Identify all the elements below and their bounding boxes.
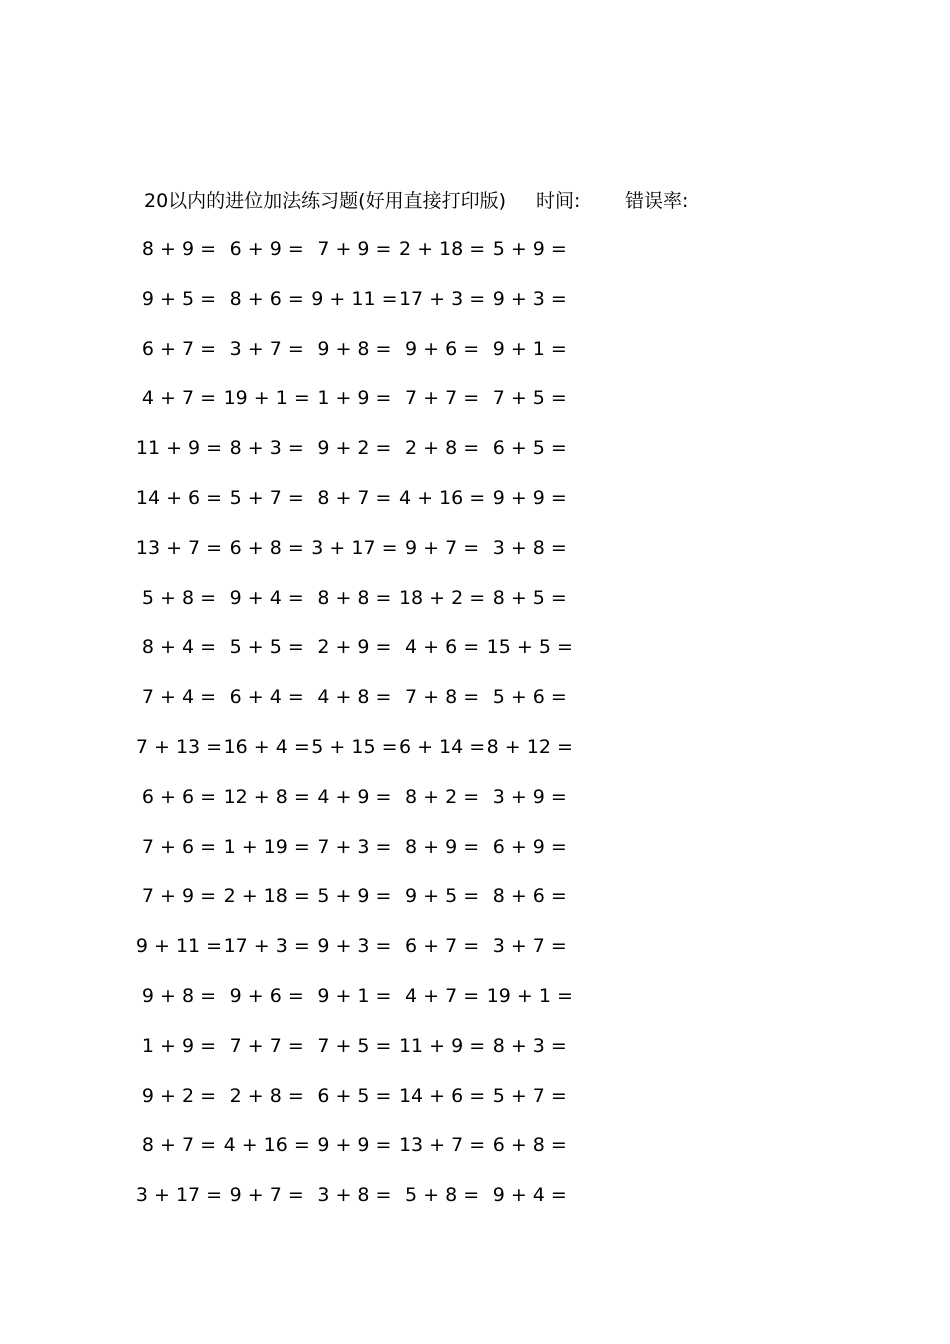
addition-problem: 8 + 5 = <box>492 586 567 609</box>
addition-problem: 9 + 9 = <box>317 1134 392 1157</box>
addition-problem: 3 + 8 = <box>317 1184 392 1207</box>
addition-problem: 13 + 7 = <box>135 536 223 559</box>
addition-problem: 14 + 6 = <box>135 487 223 509</box>
addition-problem: 6 + 8 = <box>229 536 304 559</box>
addition-problem: 5 + 8 = <box>405 1184 480 1207</box>
addition-problem: 2 + 18 = <box>398 238 486 260</box>
addition-problem: 6 + 7 = <box>405 935 480 958</box>
addition-problem: 8 + 8 = <box>317 586 392 609</box>
addition-problem: 6 + 9 = <box>492 835 567 858</box>
addition-problem: 6 + 7 = <box>141 337 217 360</box>
addition-problem: 9 + 7 = <box>229 1184 304 1207</box>
addition-problem: 9 + 9 = <box>492 487 567 509</box>
problem-row <box>141 981 644 1011</box>
problem-row <box>141 583 644 613</box>
problem-row <box>141 1130 644 1160</box>
addition-problem: 3 + 7 = <box>229 337 304 360</box>
addition-problem: 4 + 6 = <box>405 636 480 659</box>
addition-problem: 8 + 3 = <box>229 437 304 460</box>
problem-row <box>141 1031 644 1061</box>
addition-problem: 9 + 2 = <box>317 437 392 460</box>
addition-problem: 17 + 3 = <box>223 935 310 958</box>
addition-problem: 8 + 6 = <box>229 287 304 310</box>
addition-problem: 6 + 5 = <box>492 437 567 460</box>
problem-row <box>141 284 644 314</box>
addition-problem: 6 + 9 = <box>229 238 304 260</box>
problem-row <box>141 782 644 812</box>
addition-problem: 5 + 7 = <box>229 487 304 509</box>
addition-problem: 5 + 5 = <box>229 636 304 659</box>
time-label: 时间: <box>536 190 581 212</box>
worksheet-title: 20以内的进位加法练习题(好用直接打印版) <box>144 190 507 212</box>
addition-problem: 11 + 9 = <box>398 1034 486 1057</box>
addition-problem: 9 + 8 = <box>141 985 217 1007</box>
addition-problem: 9 + 3 = <box>317 935 392 958</box>
addition-problem: 12 + 8 = <box>223 785 310 808</box>
addition-problem: 2 + 8 = <box>405 437 480 460</box>
problem-row <box>135 433 644 463</box>
addition-problem: 4 + 9 = <box>317 785 392 808</box>
addition-problem: 19 + 1 = <box>486 985 573 1007</box>
addition-problem: 8 + 7 = <box>141 1134 217 1157</box>
addition-problem: 6 + 6 = <box>141 785 217 808</box>
addition-problem: 8 + 9 = <box>405 835 480 858</box>
addition-problem: 9 + 1 = <box>317 985 392 1007</box>
error-rate-label: 错误率: <box>625 190 689 212</box>
addition-problem: 8 + 9 = <box>141 238 217 260</box>
addition-problem: 19 + 1 = <box>223 387 310 410</box>
problem-row <box>141 682 644 712</box>
problem-row <box>141 334 644 364</box>
addition-problem: 1 + 9 = <box>317 387 392 410</box>
addition-problem: 7 + 13 = <box>135 736 223 758</box>
addition-problem: 9 + 2 = <box>141 1084 217 1107</box>
addition-problem: 8 + 6 = <box>492 885 567 908</box>
problem-row <box>141 383 644 413</box>
addition-problem: 6 + 14 = <box>398 736 486 758</box>
problem-row <box>135 931 644 961</box>
addition-problem: 9 + 11 = <box>135 935 223 958</box>
addition-problem: 9 + 4 = <box>229 586 304 609</box>
addition-problem: 7 + 8 = <box>405 686 480 709</box>
problem-row <box>141 881 644 911</box>
worksheet-header <box>144 186 689 216</box>
addition-problem: 3 + 7 = <box>492 935 567 958</box>
addition-problem: 9 + 6 = <box>405 337 480 360</box>
addition-problem: 4 + 7 = <box>405 985 480 1007</box>
addition-problem: 9 + 11 = <box>311 287 398 310</box>
addition-problem: 17 + 3 = <box>398 287 486 310</box>
problem-row <box>141 234 644 264</box>
addition-problem: 6 + 5 = <box>317 1084 392 1107</box>
addition-problem: 9 + 1 = <box>492 337 567 360</box>
addition-problem: 13 + 7 = <box>398 1134 486 1157</box>
addition-problem: 8 + 3 = <box>492 1034 567 1057</box>
problem-row <box>141 1081 644 1111</box>
addition-problem: 15 + 5 = <box>486 636 573 659</box>
addition-problem: 2 + 8 = <box>229 1084 304 1107</box>
addition-problem: 4 + 16 = <box>223 1134 310 1157</box>
addition-problem: 9 + 6 = <box>229 985 304 1007</box>
addition-problem: 9 + 3 = <box>492 287 567 310</box>
addition-problem: 2 + 18 = <box>223 885 310 908</box>
problem-row <box>135 1180 644 1210</box>
addition-problem: 7 + 6 = <box>141 835 217 858</box>
addition-problem: 11 + 9 = <box>135 437 223 460</box>
problem-row <box>135 533 644 563</box>
addition-problem: 1 + 19 = <box>223 835 310 858</box>
addition-problem: 5 + 9 = <box>492 238 567 260</box>
problem-row <box>141 832 644 862</box>
addition-problem: 6 + 4 = <box>229 686 304 709</box>
addition-problem: 4 + 8 = <box>317 686 392 709</box>
addition-problem: 3 + 17 = <box>135 1184 223 1207</box>
addition-problem: 7 + 4 = <box>141 686 217 709</box>
addition-problem: 9 + 5 = <box>405 885 480 908</box>
addition-problem: 7 + 9 = <box>141 885 217 908</box>
addition-problem: 5 + 6 = <box>492 686 567 709</box>
addition-problem: 5 + 9 = <box>317 885 392 908</box>
addition-problem: 7 + 7 = <box>229 1034 304 1057</box>
addition-problem: 7 + 5 = <box>492 387 567 410</box>
addition-problem: 1 + 9 = <box>141 1034 217 1057</box>
addition-problem: 9 + 7 = <box>405 536 480 559</box>
addition-problem: 5 + 15 = <box>311 736 398 758</box>
addition-problem: 9 + 5 = <box>141 287 217 310</box>
addition-problem: 9 + 8 = <box>317 337 392 360</box>
addition-problem: 16 + 4 = <box>223 736 310 758</box>
addition-problem: 7 + 7 = <box>405 387 480 410</box>
addition-problem: 4 + 16 = <box>398 487 486 509</box>
problem-row <box>135 732 644 762</box>
addition-problem: 7 + 5 = <box>317 1034 392 1057</box>
addition-problem: 7 + 9 = <box>317 238 392 260</box>
problem-row <box>141 632 644 662</box>
addition-problem: 5 + 7 = <box>492 1084 567 1107</box>
addition-problem: 9 + 4 = <box>492 1184 567 1207</box>
addition-problem: 18 + 2 = <box>398 586 486 609</box>
addition-problem: 14 + 6 = <box>398 1084 486 1107</box>
addition-problem: 3 + 9 = <box>492 785 567 808</box>
addition-problem: 3 + 8 = <box>492 536 567 559</box>
addition-problem: 3 + 17 = <box>311 536 398 559</box>
addition-problem: 4 + 7 = <box>141 387 217 410</box>
addition-problem: 8 + 12 = <box>486 736 573 758</box>
addition-problem: 5 + 8 = <box>141 586 217 609</box>
addition-problem: 7 + 3 = <box>317 835 392 858</box>
addition-problem: 6 + 8 = <box>492 1134 567 1157</box>
addition-problem: 2 + 9 = <box>317 636 392 659</box>
problem-row <box>135 483 644 513</box>
addition-problem: 8 + 7 = <box>317 487 392 509</box>
addition-problem: 8 + 2 = <box>405 785 480 808</box>
addition-problem: 8 + 4 = <box>141 636 217 659</box>
